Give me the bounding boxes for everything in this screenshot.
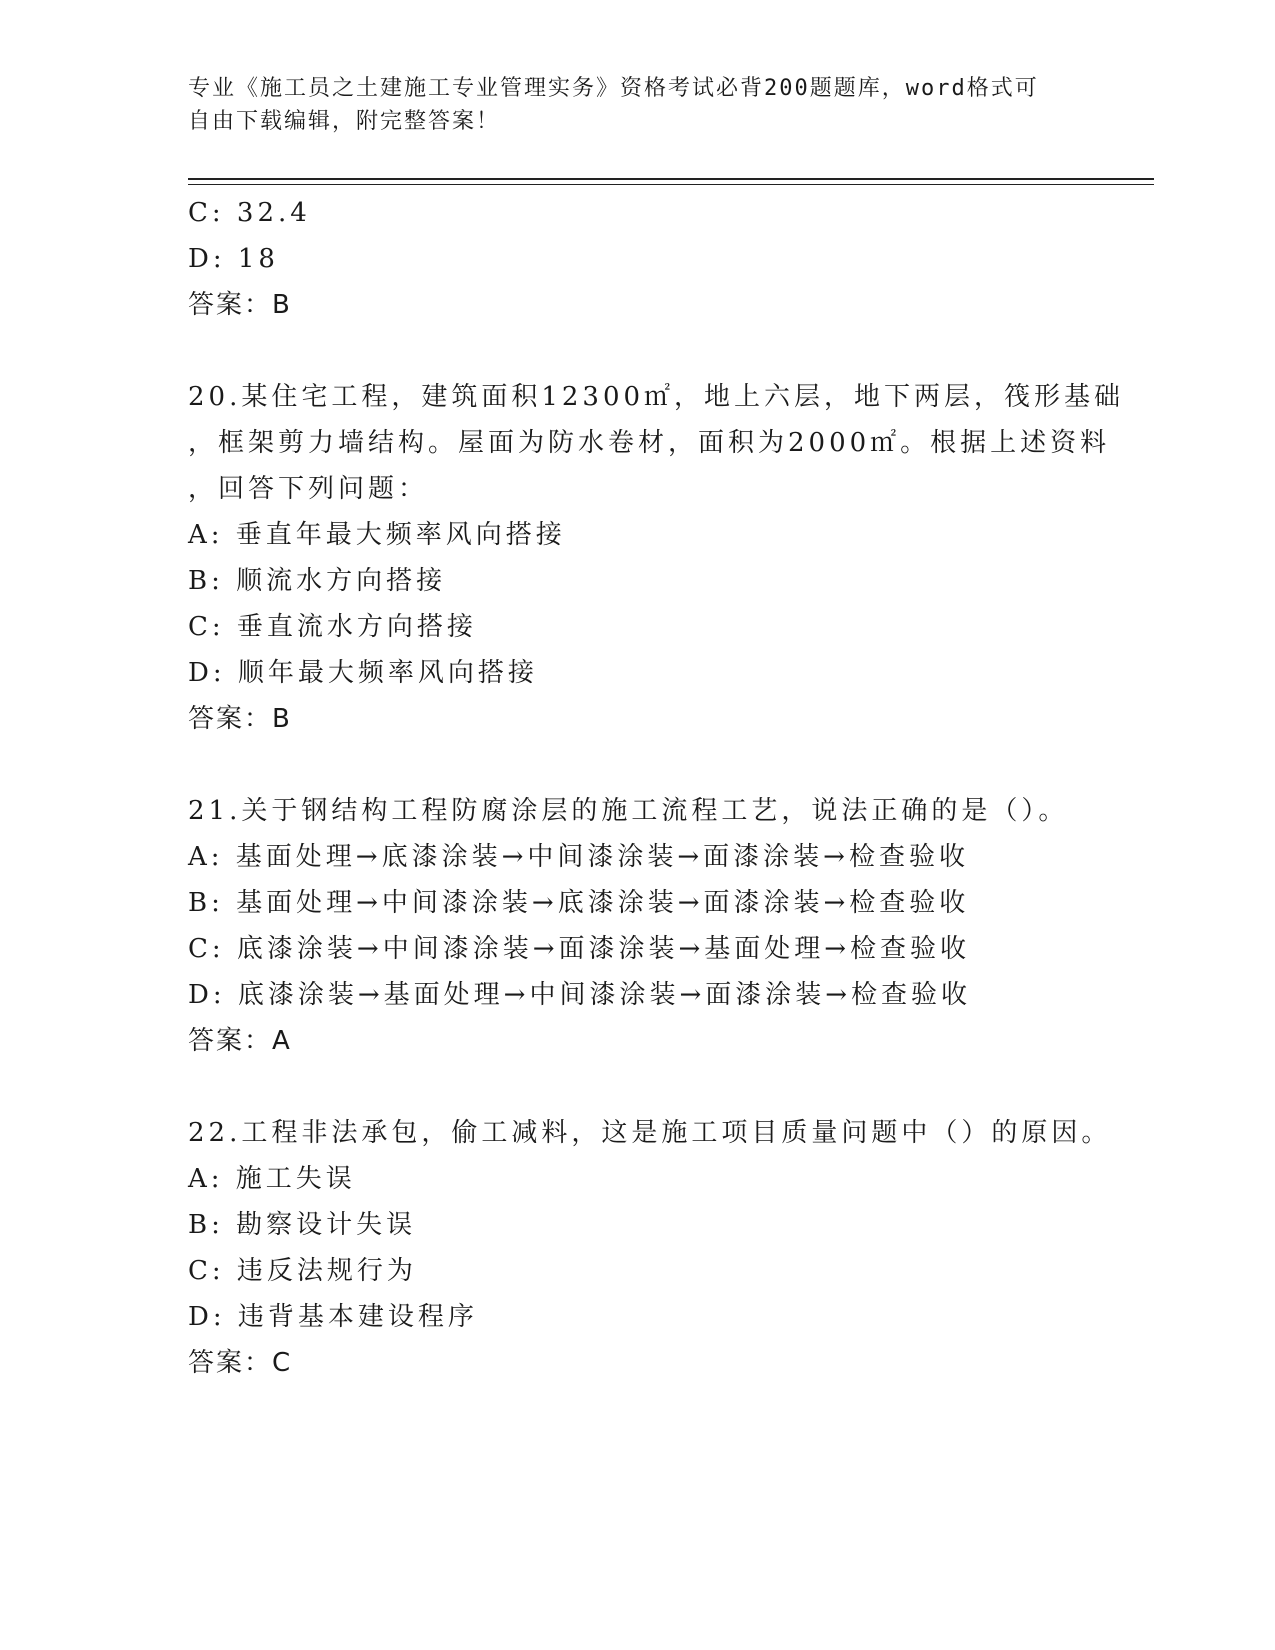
option-d: D: 顺年最大频率风向搭接 <box>188 658 538 688</box>
question-stem-line: 21.关于钢结构工程防腐涂层的施工流程工艺，说法正确的是（）。 <box>188 796 1069 826</box>
option-b: B: 基面处理→中间漆涂装→底漆涂装→面漆涂装→检查验收 <box>188 888 970 918</box>
document-header <box>188 72 1068 138</box>
option-a: A: 施工失误 <box>188 1164 356 1194</box>
question-19-tail <box>188 190 1088 328</box>
question-20 <box>188 374 1125 742</box>
answer: 答案：B <box>188 290 292 320</box>
spacer <box>188 742 1088 788</box>
spacer <box>188 328 1088 374</box>
question-stem-line: 20.某住宅工程，建筑面积12300㎡，地上六层，地下两层，筏形基础 <box>188 382 1125 412</box>
question-21 <box>188 788 1088 1064</box>
question-22 <box>188 1110 1112 1386</box>
option-b: B: 顺流水方向搭接 <box>188 566 447 596</box>
question-stem-line: ，框架剪力墙结构。屋面为防水卷材，面积为2000㎡。根据上述资料 <box>188 428 1111 458</box>
option-c: C: 32.4 <box>188 198 311 228</box>
option-a: A: 基面处理→底漆涂装→中间漆涂装→面漆涂装→检查验收 <box>188 842 969 872</box>
spacer <box>188 1064 1088 1110</box>
option-a: A: 垂直年最大频率风向搭接 <box>188 520 566 550</box>
header-divider <box>188 178 1154 185</box>
option-c: C: 违反法规行为 <box>188 1256 417 1286</box>
document-body <box>188 190 1125 1386</box>
option-b: B: 勘察设计失误 <box>188 1210 417 1240</box>
question-stem-line: ，回答下列问题： <box>188 474 429 504</box>
option-d: D: 底漆涂装→基面处理→中间漆涂装→面漆涂装→检查验收 <box>188 980 972 1010</box>
answer: 答案：C <box>188 1348 293 1378</box>
answer: 答案：B <box>188 704 292 734</box>
answer: 答案：A <box>188 1026 292 1056</box>
option-c: C: 垂直流水方向搭接 <box>188 612 477 642</box>
option-c: C: 底漆涂装→中间漆涂装→面漆涂装→基面处理→检查验收 <box>188 934 971 964</box>
question-stem-line: 22.工程非法承包，偷工减料，这是施工项目质量问题中（）的原因。 <box>188 1118 1112 1148</box>
option-d: D: 18 <box>188 244 279 274</box>
header-line-1: 专业《施工员之土建施工专业管理实务》资格考试必背200题题库，word格式可 <box>188 76 1039 101</box>
header-line-2: 自由下载编辑，附完整答案！ <box>188 109 501 134</box>
option-d: D: 违背基本建设程序 <box>188 1302 478 1332</box>
